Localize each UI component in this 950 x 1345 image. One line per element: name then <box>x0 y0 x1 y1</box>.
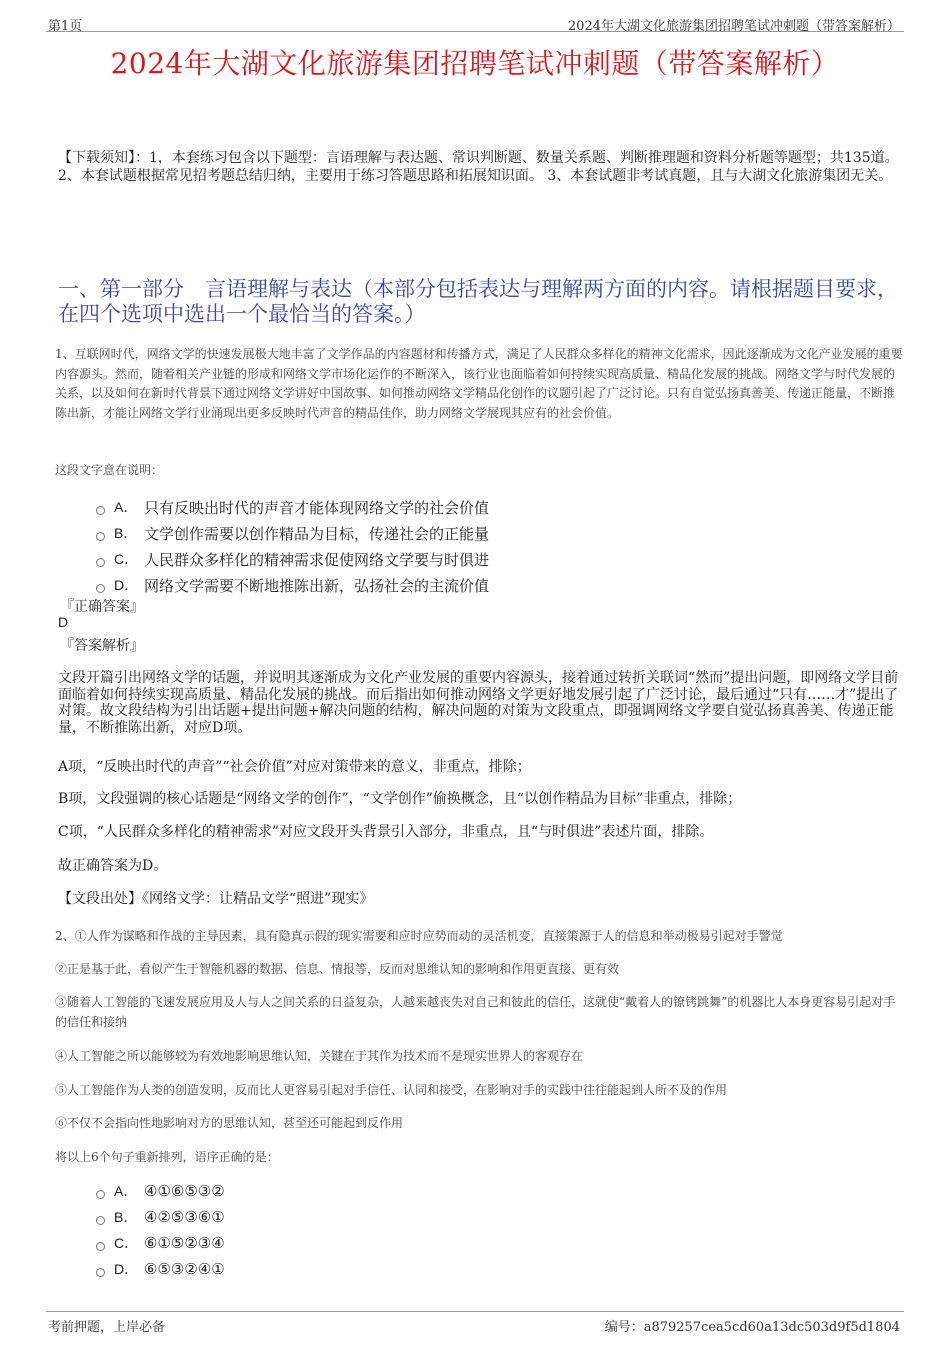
option-text: 网络文学需要不断地推陈出新，弘扬社会的主流价值 <box>144 576 490 595</box>
question-1-option-a[interactable] <box>96 496 489 518</box>
analysis-source: 【文段出处】《网络文学：让精品文学“照进”现实》 <box>58 891 374 907</box>
analysis-option-a: A项，“反映出时代的声音”“社会价值”对应对策带来的意义，非重点，排除； <box>58 759 531 775</box>
answer-label: 『正确答案』 <box>60 599 144 615</box>
option-letter: D． <box>114 577 139 593</box>
section-heading: 一、第一部分 言语理解与表达（本部分包括表达与理解两方面的内容。请根据题目要求，在四个选项中选出一个最恰当的答案。） <box>58 277 898 326</box>
question-2-option-a[interactable] <box>96 1180 225 1202</box>
header-doc-title: 2024年大湖文化旅游集团招聘笔试冲刺题（带答案解析） <box>567 19 900 34</box>
radio-icon[interactable] <box>96 532 105 541</box>
analysis-option-c: C项，“人民群众多样化的精神需求”对应文段开头背景引入部分，非重点，且“与时俱进”表述片面，排除。 <box>58 824 714 840</box>
option-text: 文学创作需要以创作精品为目标，传递社会的正能量 <box>144 524 490 543</box>
answer-value: D <box>58 614 69 630</box>
option-letter: A． <box>114 1183 138 1199</box>
radio-icon[interactable] <box>96 1190 105 1199</box>
question-2-sentence-5: ⑤人工智能作为人类的创造发明，反而比人更容易引起对手信任、认同和接受，在影响对手的实践中往往能起到人所不及的作用 <box>55 1083 728 1097</box>
analysis-paragraph: 文段开篇引出网络文学的话题，并说明其逐渐成为文化产业发展的重要内容源头，接着通过转折关联词“然而”提出问题，即网络文学目前面临着如何持续实现高质量、精品化发展的挑战。而后指出如何推动网络文学更好地发展引起了广泛讨论，最后通过“只有……才”提出了对策。故文段结构为引出话题+提出问题+解决问题的结构，解决问题的对策为文段重点，即强调网络文学要自觉弘扬真善美、传递正能量，不断推陈出新，对应D项。 <box>58 670 899 736</box>
question-1-option-d[interactable] <box>96 574 489 596</box>
option-text: ④②⑤③⑥① <box>144 1208 225 1226</box>
option-text: 只有反映出时代的声音才能体现网络文学的社会价值 <box>144 498 490 517</box>
radio-icon[interactable] <box>96 506 105 515</box>
radio-icon[interactable] <box>96 584 105 593</box>
option-text: ④①⑥⑤③② <box>144 1182 225 1200</box>
option-text: ⑥①⑤②③④ <box>144 1234 225 1252</box>
question-2-sentence-1: 2、①人作为谋略和作战的主导因素，具有隐真示假的现实需要和应时应势而动的灵活机变，直接策源于人的信息和举动极易引起对手警觉 <box>55 929 783 943</box>
analysis-option-b: B项，文段强调的核心话题是“网络文学的创作”，“文学创作”偷换概念，且“以创作精品为目标”非重点，排除； <box>58 791 742 807</box>
question-2-option-b[interactable] <box>96 1206 225 1228</box>
question-1-option-b[interactable] <box>96 522 489 544</box>
page-number: 第1页 <box>48 19 83 34</box>
radio-icon[interactable] <box>96 1268 105 1277</box>
page-title: 2024年大湖文化旅游集团招聘笔试冲刺题（带答案解析） <box>110 47 840 80</box>
radio-icon[interactable] <box>96 558 105 567</box>
option-letter: A． <box>114 499 138 515</box>
analysis-label: 『答案解析』 <box>60 638 144 654</box>
option-text: ⑥⑤③②④① <box>144 1260 225 1278</box>
footer-serial: 编号：a879257cea5cd60a13dc503d9f5d1804 <box>604 1320 900 1335</box>
question-1-text: 1、互联网时代，网络文学的快速发展极大地丰富了文学作品的内容题材和传播方式，满足了人民群众多样化的精神文化需求，因此逐渐成为文化产业发展的重要内容源头。然而，随着相关产业链的形成和网络文学市场化运作的不断深入，该行业也面临着如何持续实现高质量、精品化发展的挑战。网络文学与时代发展的关系，以及如何在新时代背景下通过网络文学讲好中国故事、如何推动网络文学精品化创作的议题引起了广泛讨论。只有自觉弘扬真善美、传递正能量，不断推陈出新，才能让网络文学行业涌现出更多反映时代声音的精品佳作，助力网络文学展现其应有的社会价值。 <box>55 347 903 420</box>
option-letter: C． <box>114 1235 139 1251</box>
option-letter: C． <box>114 551 139 567</box>
question-2-sentence-6: ⑥不仅不会指向性地影响对方的思维认知，甚至还可能起到反作用 <box>55 1116 404 1130</box>
question-2-option-c[interactable] <box>96 1232 225 1254</box>
page-footer <box>46 1311 904 1335</box>
question-1-prompt: 这段文字意在说明： <box>55 463 164 477</box>
option-letter: B． <box>114 525 138 541</box>
question-2-prompt: 将以上6个句子重新排列，语序正确的是： <box>55 1150 279 1164</box>
footer-slogan: 考前押题，上岸必备 <box>48 1320 166 1335</box>
option-text: 人民群众多样化的精神需求促使网络文学要与时俱进 <box>144 550 490 569</box>
download-notice: 【下载须知】：1，本套练习包含以下题型：言语理解与表达题、常识判断题、数量关系题、判断推理题和资料分析题等题型；共135道。 2、本套试题根据常见招考题总结归纳，主要用于练习答题思路和拓展知识面。 3、本套试题非考试真题，且与大湖文化旅游集团无关。 <box>58 150 899 184</box>
option-letter: D． <box>114 1261 139 1277</box>
page-header <box>46 13 904 32</box>
question-1-option-c[interactable] <box>96 548 489 570</box>
question-2-option-d[interactable] <box>96 1258 225 1280</box>
question-2-sentence-3: ③随着人工智能的飞速发展应用及人与人之间关系的日益复杂，人越来越丧失对自己和彼此的信任，这就使“戴着人的镣铐跳舞”的机器比人本身更容易引起对手的信任和接纳 <box>55 995 896 1029</box>
question-2-sentence-2: ②正是基于此，看似产生于智能机器的数据、信息、情报等，反而对思维认知的影响和作用更直接、更有效 <box>55 962 620 976</box>
radio-icon[interactable] <box>96 1216 105 1225</box>
question-2-sentence-4: ④人工智能之所以能够较为有效地影响思维认知，关键在于其作为技术而不是现实世界人的客观存在 <box>55 1049 584 1063</box>
radio-icon[interactable] <box>96 1242 105 1251</box>
option-letter: B． <box>114 1209 138 1225</box>
analysis-conclusion: 故正确答案为D。 <box>58 858 168 874</box>
